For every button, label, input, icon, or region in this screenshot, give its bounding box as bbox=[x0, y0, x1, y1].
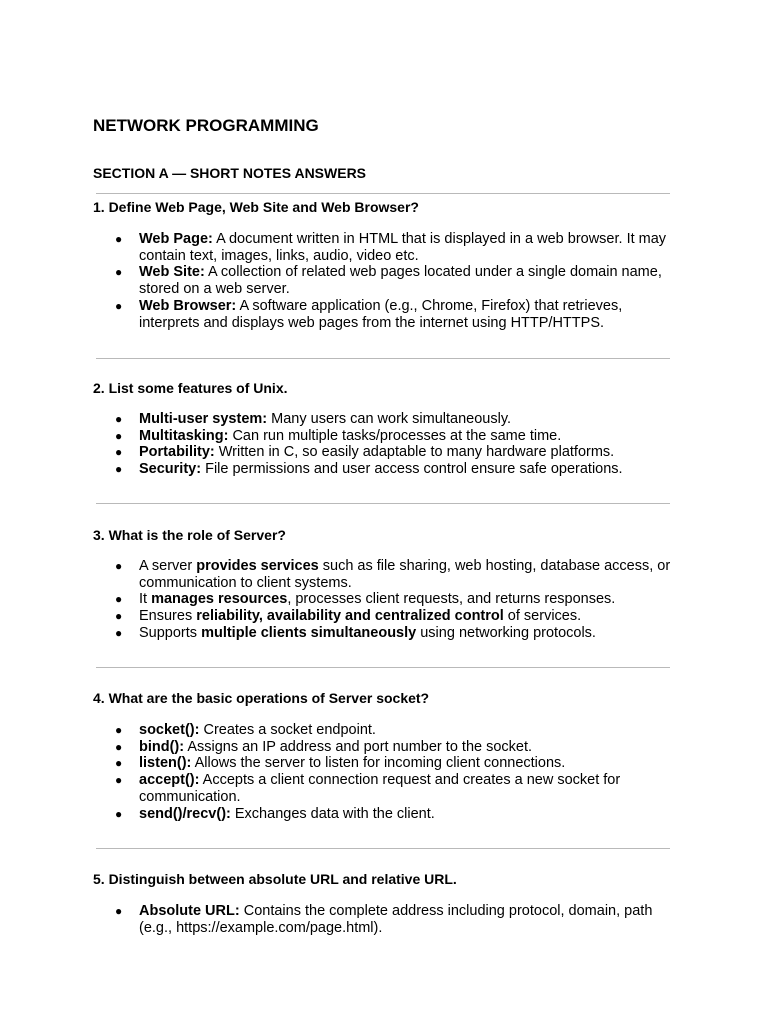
bullet-icon: ● bbox=[115, 723, 123, 737]
bullet-icon: ● bbox=[115, 625, 123, 640]
item-term: Multitasking: bbox=[139, 427, 229, 444]
item-term: Security: bbox=[139, 461, 202, 478]
section-title: SECTION A — SHORT NOTES ANSWERS bbox=[93, 165, 367, 181]
item-text: Allows the server to listen for incoming client connections. bbox=[191, 755, 566, 772]
item-text: Exchanges data with the client. bbox=[230, 805, 435, 822]
question-heading: 5. Distinguish between absolute URL and relative URL. bbox=[93, 871, 457, 887]
bullet-icon: ● bbox=[115, 904, 123, 918]
item-text: Creates a socket endpoint. bbox=[199, 722, 376, 738]
answer-list bbox=[111, 411, 676, 478]
item-text: A document written in HTML that is displayed in a web browser. It may contain text, images, links, audio, video etc. bbox=[139, 231, 667, 264]
bullet-icon: ● bbox=[115, 559, 123, 573]
list-item bbox=[111, 772, 676, 805]
item-term: Web Page: bbox=[139, 231, 213, 247]
item-text: A software application (e.g., Chrome, Firefox) that retrieves, interprets and displays web pages from the internet using HTTP/HTTPS. bbox=[139, 297, 623, 331]
document-title: NETWORK PROGRAMMING bbox=[93, 116, 319, 135]
list-item bbox=[111, 625, 676, 642]
item-text: A server bbox=[139, 558, 197, 574]
item-term: accept(): bbox=[139, 772, 200, 789]
item-text: Contains the complete address including protocol, domain, path (e.g., https://example.com/page.html). bbox=[139, 903, 653, 936]
item-text: using networking protocols. bbox=[416, 624, 596, 641]
item-text: File permissions and user access control ensure safe operations. bbox=[201, 461, 623, 478]
answer-list bbox=[111, 903, 676, 936]
item-text: of services. bbox=[503, 608, 582, 625]
divider bbox=[96, 193, 670, 194]
item-term: provides services bbox=[196, 558, 319, 574]
bullet-icon: ● bbox=[115, 609, 123, 624]
answer-list bbox=[111, 231, 676, 331]
item-text: It bbox=[139, 591, 152, 608]
item-term: Web Site: bbox=[139, 264, 205, 281]
item-text: A collection of related web pages located under a single domain name, stored on a web server. bbox=[139, 264, 662, 298]
bullet-icon: ● bbox=[115, 428, 123, 443]
bullet-icon: ● bbox=[115, 232, 123, 246]
bullet-icon: ● bbox=[115, 445, 123, 460]
question-heading: 3. What is the role of Server? bbox=[93, 527, 286, 543]
divider bbox=[96, 503, 670, 504]
item-term: listen(): bbox=[139, 755, 192, 772]
divider bbox=[96, 358, 670, 359]
item-text: such as file sharing, web hosting, database access, or communication to client systems. bbox=[139, 558, 671, 591]
bullet-icon: ● bbox=[115, 412, 123, 426]
list-item bbox=[111, 411, 676, 428]
list-item bbox=[111, 755, 676, 772]
item-term: multiple clients simultaneously bbox=[201, 624, 417, 641]
bullet-icon: ● bbox=[115, 806, 123, 821]
item-term: reliability, availability and centralized control bbox=[196, 608, 504, 625]
item-text: Assigns an IP address and port number to the socket. bbox=[184, 738, 533, 755]
list-item bbox=[111, 231, 676, 264]
list-item bbox=[111, 428, 676, 445]
list-item bbox=[111, 558, 676, 591]
bullet-icon: ● bbox=[115, 592, 123, 607]
list-item bbox=[111, 264, 676, 297]
list-item bbox=[111, 903, 676, 936]
item-term: Portability: bbox=[139, 444, 215, 461]
divider bbox=[96, 667, 670, 668]
bullet-icon: ● bbox=[115, 773, 123, 788]
item-text: Accepts a client connection request and creates a new socket for communication. bbox=[139, 772, 621, 805]
bullet-icon: ● bbox=[115, 756, 123, 771]
item-text: Many users can work simultaneously. bbox=[267, 411, 512, 427]
answer-list bbox=[111, 722, 676, 822]
item-text: Ensures bbox=[139, 608, 197, 625]
answer-list bbox=[111, 558, 676, 642]
item-term: send()/recv(): bbox=[139, 805, 231, 822]
list-item bbox=[111, 461, 676, 478]
list-item bbox=[111, 298, 676, 331]
divider bbox=[96, 848, 670, 849]
question-heading: 2. List some features of Unix. bbox=[93, 380, 288, 396]
list-item bbox=[111, 722, 676, 739]
list-item bbox=[111, 608, 676, 625]
item-term: Multi-user system: bbox=[139, 411, 268, 427]
bullet-icon: ● bbox=[115, 462, 123, 477]
item-term: Absolute URL: bbox=[139, 903, 240, 919]
item-text: Written in C, so easily adaptable to many hardware platforms. bbox=[214, 444, 615, 461]
question-heading: 1. Define Web Page, Web Site and Web Browser? bbox=[93, 199, 419, 215]
question-heading: 4. What are the basic operations of Server socket? bbox=[93, 690, 430, 706]
item-term: manages resources bbox=[151, 591, 288, 608]
bullet-icon: ● bbox=[115, 739, 123, 754]
list-item bbox=[111, 806, 676, 823]
bullet-icon: ● bbox=[115, 265, 123, 280]
item-text: Supports bbox=[139, 624, 202, 641]
item-text: , processes client requests, and returns responses. bbox=[287, 591, 616, 608]
list-item bbox=[111, 444, 676, 461]
list-item bbox=[111, 591, 676, 608]
item-text: Can run multiple tasks/processes at the same time. bbox=[228, 427, 562, 444]
bullet-icon: ● bbox=[115, 298, 123, 313]
list-item bbox=[111, 739, 676, 756]
item-term: bind(): bbox=[139, 738, 185, 755]
item-term: Web Browser: bbox=[139, 297, 237, 314]
item-term: socket(): bbox=[139, 722, 200, 738]
